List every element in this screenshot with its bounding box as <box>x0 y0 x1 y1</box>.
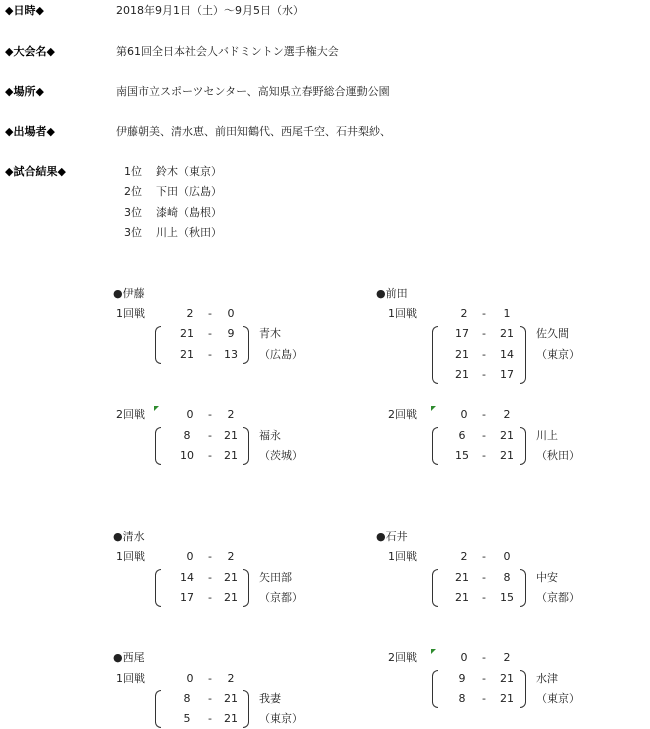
score-dash: - <box>482 692 486 705</box>
opponent-name: 矢田部 <box>259 571 292 584</box>
right-bracket <box>520 427 526 465</box>
right-bracket <box>243 690 249 728</box>
game-score-left: 10 <box>180 449 194 462</box>
left-bracket <box>432 569 438 607</box>
score-dash: - <box>208 408 212 421</box>
game-score-right: 21 <box>500 692 514 705</box>
score-dash: - <box>482 651 486 664</box>
score-dash: - <box>208 327 212 340</box>
right-bracket <box>243 427 249 465</box>
score-dash: - <box>208 429 212 442</box>
right-bracket <box>520 569 526 607</box>
game-score-right: 17 <box>500 368 514 381</box>
score-dash: - <box>482 327 486 340</box>
game-score-left: 21 <box>455 591 469 604</box>
total-score-left: 0 <box>460 408 468 421</box>
player-name: ●伊藤 <box>113 287 145 300</box>
opponent-region: （広島） <box>259 348 303 361</box>
total-score-left: 2 <box>460 307 468 320</box>
result-name: 鈴木（東京） <box>156 165 222 178</box>
opponent-name: 水津 <box>536 672 558 685</box>
game-score-left: 21 <box>180 348 194 361</box>
total-score-right: 2 <box>227 408 235 421</box>
left-bracket <box>155 427 161 465</box>
players-value: 伊藤朝美、清水恵、前田知鶴代、西尾千空、石井梨紗、 <box>116 125 391 138</box>
left-bracket <box>155 569 161 607</box>
result-rank: 2位 <box>124 185 142 198</box>
total-score-left: 0 <box>460 651 468 664</box>
total-score-left: 2 <box>460 550 468 563</box>
score-dash: - <box>482 591 486 604</box>
total-score-left: 0 <box>186 550 194 563</box>
venue-value: 南国市立スポーツセンター、高知県立春野総合運動公園 <box>116 85 390 98</box>
game-score-right: 14 <box>500 348 514 361</box>
round-label: 2回戦 <box>116 408 145 421</box>
player-name: ●西尾 <box>113 651 145 664</box>
game-score-left: 17 <box>180 591 194 604</box>
round-label: 1回戦 <box>116 550 145 563</box>
left-bracket <box>432 670 438 708</box>
left-bracket <box>155 326 161 364</box>
event-value: 第61回全日本社会人バドミントン選手権大会 <box>116 45 339 58</box>
opponent-name: 我妻 <box>259 692 281 705</box>
game-score-right: 21 <box>224 429 238 442</box>
result-name: 漆崎（島根） <box>156 206 222 219</box>
game-score-left: 17 <box>455 327 469 340</box>
opponent-name: 青木 <box>259 327 281 340</box>
game-score-left: 8 <box>183 692 191 705</box>
score-dash: - <box>482 571 486 584</box>
right-bracket <box>520 326 526 384</box>
score-dash: - <box>482 449 486 462</box>
round-label: 2回戦 <box>388 651 417 664</box>
score-dash: - <box>482 408 486 421</box>
round-label: 1回戦 <box>116 307 145 320</box>
game-score-right: 21 <box>224 591 238 604</box>
game-score-left: 21 <box>180 327 194 340</box>
result-rank: 3位 <box>124 226 142 239</box>
score-dash: - <box>208 591 212 604</box>
game-score-right: 21 <box>224 712 238 725</box>
total-score-right: 2 <box>503 408 511 421</box>
result-name: 川上（秋田） <box>156 226 222 239</box>
players-label: ◆出場者◆ <box>5 125 55 138</box>
score-dash: - <box>482 307 486 320</box>
result-name: 下田（広島） <box>156 185 222 198</box>
game-score-left: 21 <box>455 571 469 584</box>
opponent-region: （茨城） <box>259 449 303 462</box>
game-score-right: 9 <box>227 327 235 340</box>
round-label: 1回戦 <box>388 307 417 320</box>
total-score-left: 0 <box>186 408 194 421</box>
game-score-right: 21 <box>224 449 238 462</box>
game-score-left: 8 <box>183 429 191 442</box>
score-dash: - <box>208 571 212 584</box>
total-score-right: 1 <box>503 307 511 320</box>
score-dash: - <box>208 692 212 705</box>
left-bracket <box>155 690 161 728</box>
opponent-region: （東京） <box>536 692 580 705</box>
game-score-right: 21 <box>500 429 514 442</box>
total-score-right: 2 <box>227 672 235 685</box>
score-dash: - <box>482 368 486 381</box>
opponent-region: （秋田） <box>536 449 580 462</box>
right-bracket <box>520 670 526 708</box>
score-dash: - <box>482 550 486 563</box>
game-score-left: 21 <box>455 368 469 381</box>
opponent-region: （東京） <box>259 712 303 725</box>
left-bracket <box>432 427 438 465</box>
opponent-region: （京都） <box>536 591 580 604</box>
comment-marker <box>154 406 159 411</box>
score-dash: - <box>208 672 212 685</box>
game-score-left: 21 <box>455 348 469 361</box>
game-score-left: 5 <box>183 712 191 725</box>
date-label: ◆日時◆ <box>5 4 44 17</box>
venue-label: ◆場所◆ <box>5 85 44 98</box>
player-name: ●石井 <box>376 530 408 543</box>
results-label: ◆試合結果◆ <box>5 165 66 178</box>
score-dash: - <box>208 307 212 320</box>
round-label: 1回戦 <box>116 672 145 685</box>
game-score-left: 9 <box>458 672 466 685</box>
total-score-right: 0 <box>503 550 511 563</box>
score-dash: - <box>482 348 486 361</box>
opponent-name: 佐久間 <box>536 327 569 340</box>
opponent-name: 川上 <box>536 429 558 442</box>
round-label: 2回戦 <box>388 408 417 421</box>
total-score-right: 0 <box>227 307 235 320</box>
result-rank: 3位 <box>124 206 142 219</box>
comment-marker <box>431 649 436 654</box>
score-dash: - <box>208 449 212 462</box>
game-score-right: 13 <box>224 348 238 361</box>
game-score-right: 8 <box>503 571 511 584</box>
game-score-right: 21 <box>224 571 238 584</box>
round-label: 1回戦 <box>388 550 417 563</box>
total-score-left: 0 <box>186 672 194 685</box>
score-dash: - <box>208 550 212 563</box>
game-score-right: 21 <box>500 327 514 340</box>
score-dash: - <box>482 429 486 442</box>
player-name: ●清水 <box>113 530 145 543</box>
game-score-left: 6 <box>458 429 466 442</box>
game-score-left: 14 <box>180 571 194 584</box>
game-score-left: 15 <box>455 449 469 462</box>
right-bracket <box>243 569 249 607</box>
game-score-right: 21 <box>500 449 514 462</box>
comment-marker <box>431 406 436 411</box>
opponent-region: （京都） <box>259 591 303 604</box>
opponent-name: 中安 <box>536 571 558 584</box>
score-dash: - <box>208 348 212 361</box>
score-dash: - <box>482 672 486 685</box>
right-bracket <box>243 326 249 364</box>
score-dash: - <box>208 712 212 725</box>
opponent-name: 福永 <box>259 429 281 442</box>
left-bracket <box>432 326 438 384</box>
total-score-right: 2 <box>227 550 235 563</box>
total-score-left: 2 <box>186 307 194 320</box>
result-rank: 1位 <box>124 165 142 178</box>
game-score-right: 15 <box>500 591 514 604</box>
game-score-left: 8 <box>458 692 466 705</box>
total-score-right: 2 <box>503 651 511 664</box>
date-value: 2018年9月1日（土）～9月5日（水） <box>116 4 304 17</box>
game-score-right: 21 <box>500 672 514 685</box>
event-label: ◆大会名◆ <box>5 45 55 58</box>
player-name: ●前田 <box>376 287 408 300</box>
opponent-region: （東京） <box>536 348 580 361</box>
game-score-right: 21 <box>224 692 238 705</box>
